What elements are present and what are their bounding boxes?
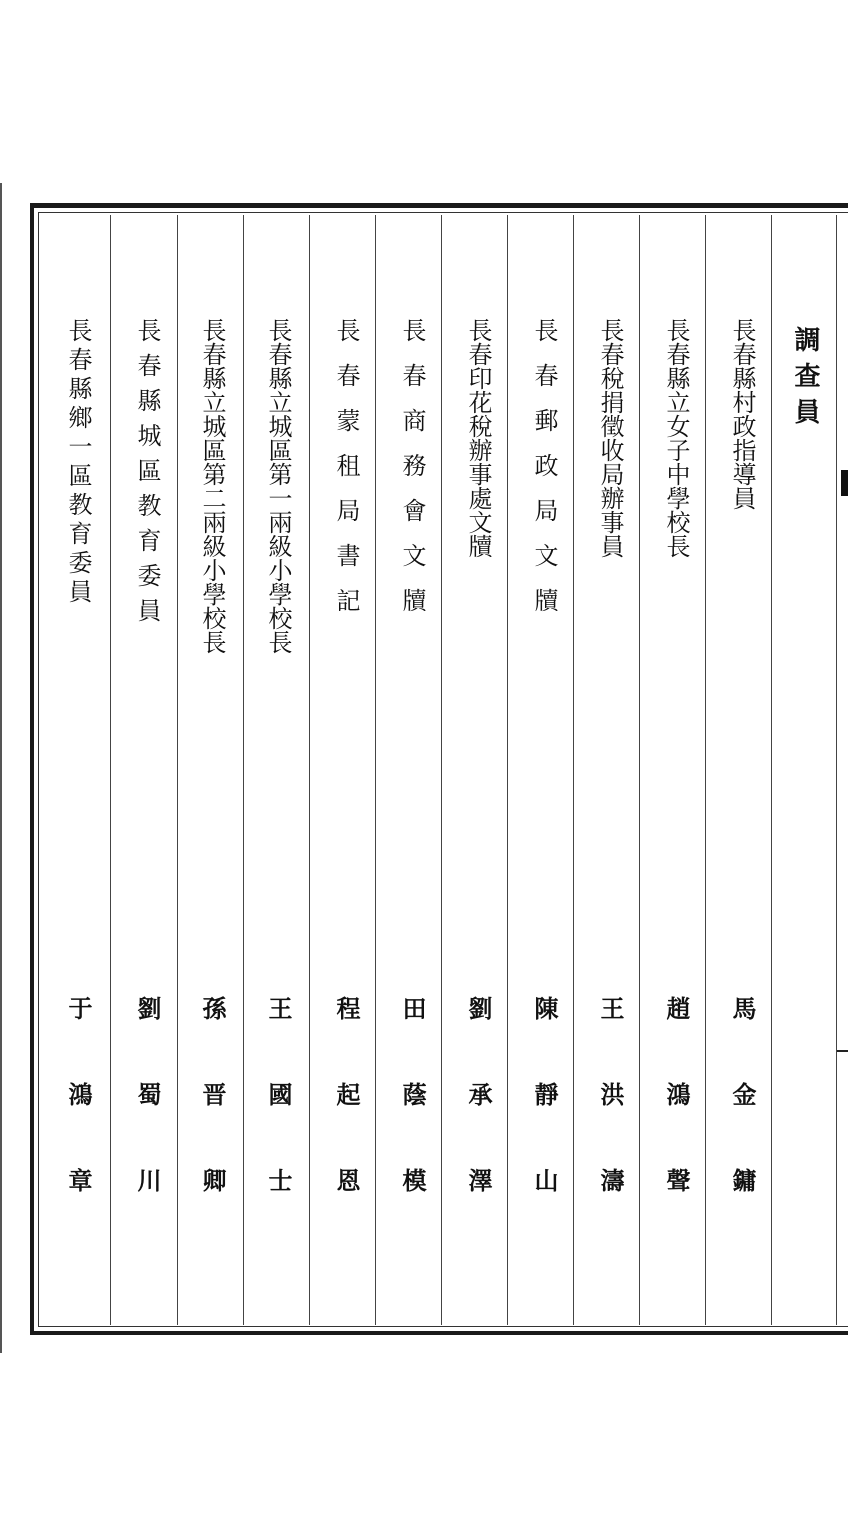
column-rule — [110, 215, 111, 1325]
column-rule — [507, 215, 508, 1325]
entry-position: 長春縣立城區第一兩級小學校長 — [264, 318, 292, 654]
entry-column — [595, 318, 625, 1254]
entry-column — [198, 318, 227, 1254]
column-rule — [836, 215, 837, 1325]
entry-column — [529, 318, 559, 1254]
entry-column — [727, 318, 757, 1254]
entry-name: 程起恩 — [332, 996, 361, 1254]
column-rule — [375, 215, 376, 1325]
column-rule — [309, 215, 310, 1325]
inner-border-bottom — [38, 1326, 848, 1327]
column-rule — [705, 215, 706, 1325]
entry-column — [132, 318, 162, 1254]
entry-position: 長春郵政局文牘 — [530, 318, 558, 633]
entry-column — [264, 318, 293, 1254]
column-rule — [177, 215, 178, 1325]
entry-position: 長春稅捐徵收局辦事員 — [596, 318, 624, 558]
column-rule — [639, 215, 640, 1325]
binding-mark — [841, 470, 848, 496]
entry-name: 孫晋卿 — [198, 996, 227, 1254]
entry-name: 田蔭模 — [398, 996, 427, 1254]
entry-position: 長春蒙租局書記 — [332, 318, 360, 633]
column-rule — [243, 215, 244, 1325]
entry-name: 馬金鏞 — [728, 996, 757, 1254]
entry-name: 于鴻章 — [64, 996, 93, 1254]
inner-border-left — [38, 212, 39, 1327]
entry-name: 劉蜀川 — [133, 996, 162, 1254]
entry-name: 陳靜山 — [530, 996, 559, 1254]
entry-name: 劉承澤 — [464, 996, 493, 1254]
entry-position: 長春印花稅辦事處文牘 — [464, 318, 492, 558]
binding-tick — [836, 1050, 848, 1052]
entry-column — [463, 318, 493, 1254]
inner-border-top — [38, 212, 848, 213]
entry-position: 長春商務會文牘 — [398, 318, 426, 633]
entry-position: 長春縣城區教育委員 — [133, 318, 161, 633]
entry-name: 王國士 — [264, 996, 293, 1254]
column-rule — [441, 215, 442, 1325]
entry-column — [397, 318, 427, 1254]
page-edge-line — [0, 183, 2, 1353]
entry-column — [63, 318, 93, 1254]
entry-column — [661, 318, 691, 1254]
entry-position: 長春縣村政指導員 — [728, 318, 756, 510]
entry-name: 趙鴻聲 — [662, 996, 691, 1254]
entry-position: 長春縣立女子中學校長 — [662, 318, 690, 558]
entry-position: 長春縣立城區第二兩級小學校長 — [198, 318, 226, 654]
entry-name: 王洪濤 — [596, 996, 625, 1254]
column-rule — [573, 215, 574, 1325]
entry-column — [331, 318, 361, 1254]
entry-position: 長春縣鄉一區教育委員 — [64, 318, 92, 608]
column-rule — [771, 215, 772, 1325]
section-title: 調查員 — [790, 326, 820, 434]
